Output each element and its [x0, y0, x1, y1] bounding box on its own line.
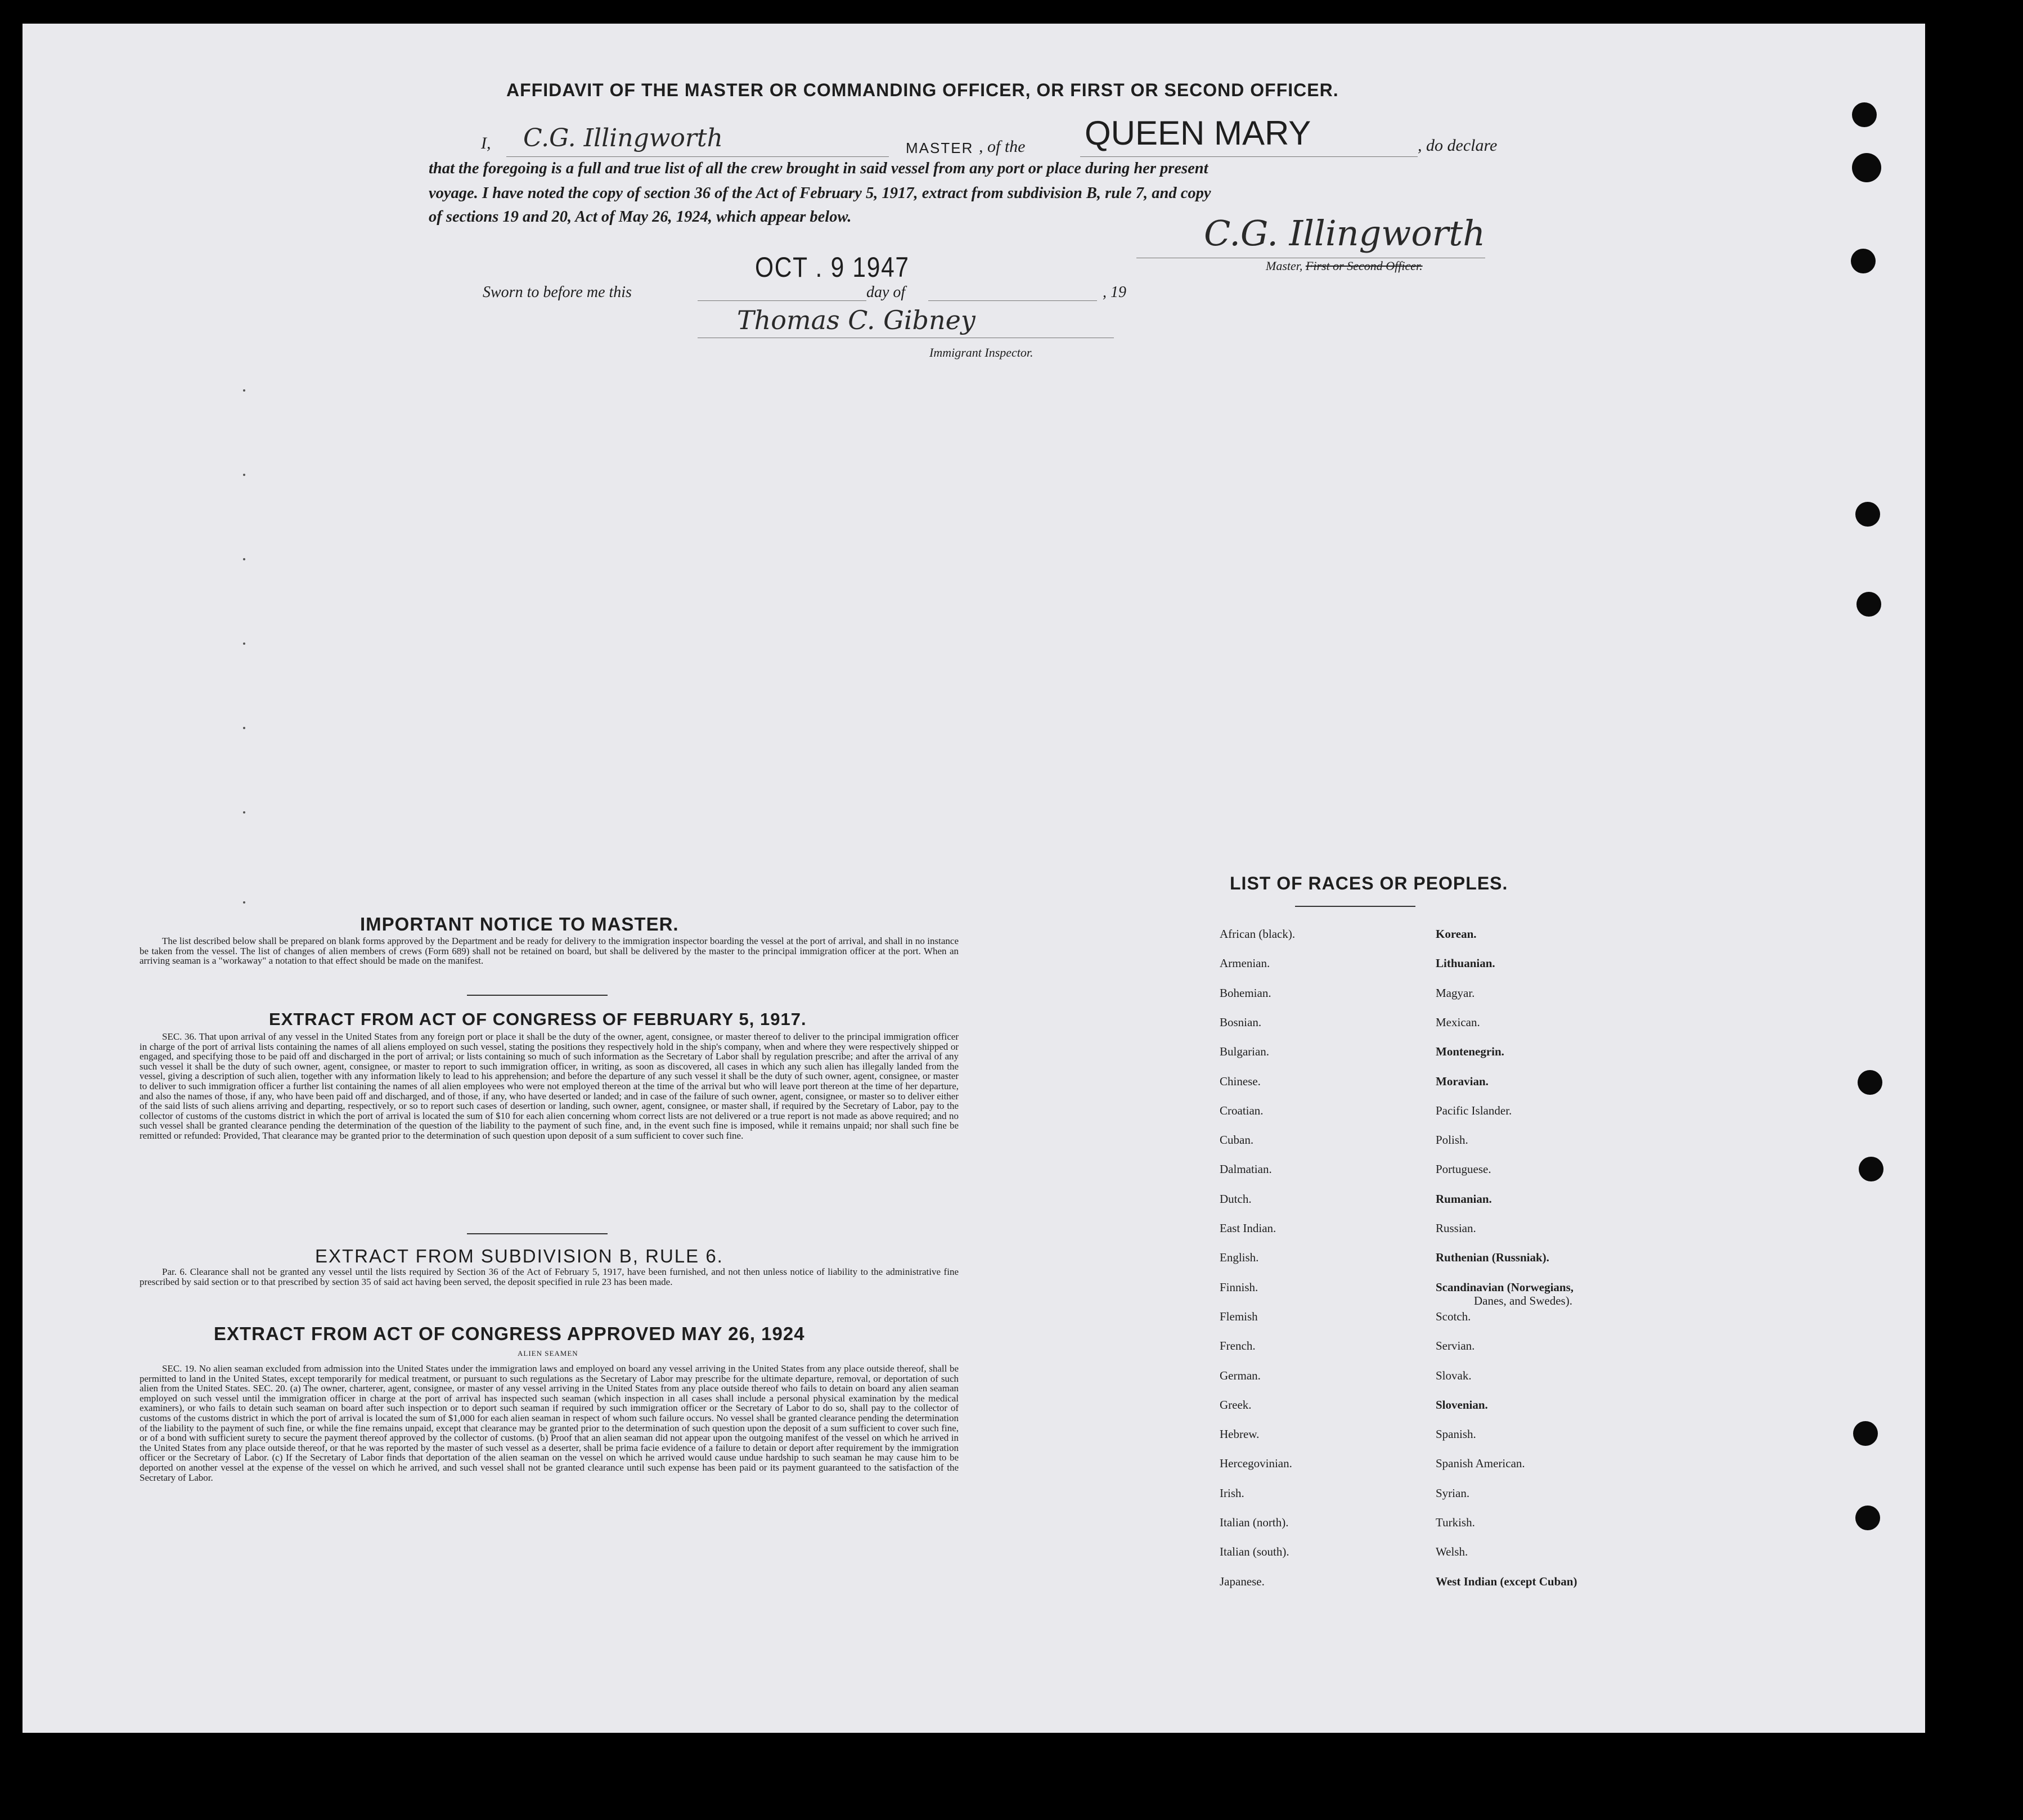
race-item-left: English.	[1220, 1251, 1259, 1265]
race-item-left: Bosnian.	[1220, 1015, 1262, 1029]
extract-1924-subheading: ALIEN SEAMEN	[518, 1349, 578, 1358]
race-item-left: French.	[1220, 1339, 1256, 1353]
binder-hole	[1859, 1157, 1883, 1181]
race-item-right: Russian.	[1436, 1221, 1476, 1235]
signature-caption-master: Master,	[1266, 259, 1303, 273]
race-item-right: Portuguese.	[1436, 1162, 1491, 1176]
binder-hole	[1855, 1506, 1880, 1530]
margin-dot	[243, 389, 245, 392]
race-item-right: Welsh.	[1436, 1545, 1468, 1559]
affidavit-line-4: of sections 19 and 20, Act of May 26, 1924, which appear below.	[429, 208, 852, 226]
race-item-right: Syrian.	[1436, 1486, 1470, 1500]
notice-text: The list described below shall be prepared on blank forms approved by the Department and be ready for delivery to the immigration inspector boarding the vessel at the port of arrival, and shall in no instance be taken from the vessel. The list of changes of alien members of crews (Form 689) shall not be retained on board, but shall be delivered by the master to the principal immigration officer at the port. When an arriving seaman is a "workaway" a notation to that effect should be made on the manifest.	[140, 936, 959, 967]
race-item-left: Dutch.	[1220, 1192, 1252, 1206]
divider	[467, 1233, 608, 1234]
race-item-right: Polish.	[1436, 1133, 1468, 1147]
race-item-right: Magyar.	[1436, 986, 1475, 1000]
race-item-left: Bohemian.	[1220, 986, 1271, 1000]
race-item-left: Hercegovinian.	[1220, 1457, 1292, 1471]
sworn-day-line	[698, 300, 866, 301]
inspector-caption: Immigrant Inspector.	[929, 345, 1033, 359]
date-stamp: OCT . 9 1947	[755, 251, 910, 283]
race-item-left: Italian (south).	[1220, 1545, 1289, 1559]
extract-1924-text: SEC. 19. No alien seaman excluded from admission into the United States under the immigration laws and employed on board any vessel arriving in the United States from any place outside thereof, shall be permitted to land in the United States, except temporarily for medical treatment, or pursuant to such regulations as the Secretary of Labor may prescribe for the ultimate departure, removal, or deportation of such alien from the United States. SEC. 20. (a) The owner, charterer, agent, consignee, or master of any vessel arriving in the United States from any place outside thereof who fails to detain on board any alien seaman employed on such vessel until the immigration officer in charge at the port of arrival has inspected such seaman (which inspection in all cases shall include a personal physical examination by the medical examiners), or who fails to detain such seaman on board after such inspection or to deport such seaman if required by such immigration officer or the Secretary of Labor to do so, shall pay to the collector of customs of the customs district in which the port of arrival is located the sum of $1,000 for each alien seaman in respect of whom such failure occurs. No vessel shall be granted clearance pending the determination of the liability to the payment of such fine, or while the fine remains unpaid, except that clearance may be granted prior to the determination of such question upon the deposit of a sum sufficient to cover such fine, or of a bond with sufficient surety to secure the payment thereof approved by the collector of customs. (b) Proof that an alien seaman did not appear upon the outgoing manifest of the vessel on which he arrived in the United States from any place outside thereof, or that he was reported by the master of such vessel as a deserter, shall be prima facie evidence of a failure to detain or deport after requirement by the immigration officer or the Secretary of Labor. (c) If the Secretary of Labor finds that deportation of the alien seaman on the vessel on which he arrived would cause undue hardship to such seaman he may cause him to be deported on another vessel at the expense of the vessel on which he arrived, and such vessel shall not be granted clearance until such expense has been paid or its payment guaranteed to the satisfaction of the Secretary of Labor.	[140, 1363, 959, 1483]
race-item-right: Scandinavian (Norwegians,	[1436, 1280, 1574, 1294]
extract-1917-text: SEC. 36. That upon arrival of any vessel in the United States from any foreign port or place it shall be the duty of the owner, agent, consignee, or master thereof to deliver to the principal immigration officer in charge of the port of arrival lists containing the names of all aliens employed on such vessel, stating the positions they respectively hold in the ship's company, when and where they were respectively shipped or engaged, and specifying those to be paid off and discharged in the port of arrival; or lists containing so much of such information as the Secretary of Labor shall by regulation prescribe; and after the arrival of any such vessel it shall be the duty of such owner, agent, consignee, or master to report to such immigration officer, in writing, as soon as discovered, all cases in which any such alien has illegally landed from the vessel, giving a description of such alien, together with any information likely to lead to his apprehension; and before the departure of any such vessel it shall be the duty of such owner, agent, consignee, or master to deliver to such immigration officer a further list containing the names of all alien employees who were not employed thereon at the time of the arrival but who will leave port thereon at the time of her departure, and also the names of those, if any, who have been paid off and discharged, and of those, if any, who have deserted or landed; and in case of the failure of such owner, agent, consignee, or master so to deliver either of the said lists of such aliens arriving and departing, respectively, or so to report such cases of desertion or landing, such owner, agent, consignee, or master shall, if required by the Secretary of Labor, pay to the collector of customs of the customs district in which the port of arrival is located the sum of $10 for each alien concerning whom correct lists are not delivered or a true report is not made as above required; and no such vessel shall be granted clearance pending the determination of the question of the liability to the payment of such fine, and, in the event such fine is imposed, while it remains unpaid; nor shall such fine be remitted or refunded: Provided, That clearance may be granted prior to the determination of such question upon deposit of a sum sufficient to cover such fine.	[140, 1031, 959, 1141]
race-item-right: Turkish.	[1436, 1516, 1475, 1529]
margin-dot	[243, 901, 245, 904]
race-item-left: African (black).	[1220, 927, 1296, 941]
race-item-left: Armenian.	[1220, 956, 1270, 970]
binder-hole	[1855, 502, 1880, 527]
of-the-text: , of the	[979, 137, 1026, 156]
signature-caption-struck: First or Second Officer.	[1305, 259, 1423, 273]
vessel-name-line	[1080, 156, 1418, 157]
races-divider	[1295, 906, 1415, 907]
divider	[467, 995, 608, 996]
race-item-right: Scotch.	[1436, 1309, 1471, 1323]
inspector-signature: Thomas C. Gibney	[737, 305, 975, 335]
race-item-right: Montenegrin.	[1436, 1045, 1504, 1059]
affidavit-heading: AFFIDAVIT OF THE MASTER OR COMMANDING OFFICER, OR FIRST OR SECOND OFFICER.	[506, 80, 1339, 100]
race-item-right: Pacific Islander.	[1436, 1103, 1512, 1117]
extract-1924-heading: EXTRACT FROM ACT OF CONGRESS APPROVED MAY 26, 1924	[214, 1323, 805, 1344]
sworn-prefix: Sworn to before me this	[483, 284, 632, 301]
margin-dot	[243, 727, 245, 729]
race-item-right: Moravian.	[1436, 1074, 1489, 1088]
master-name-line	[506, 156, 889, 157]
document-sheet	[23, 24, 1925, 1733]
race-item-right: Korean.	[1436, 927, 1477, 941]
margin-dot	[243, 811, 245, 814]
race-item-left: Irish.	[1220, 1486, 1244, 1500]
race-item-right: Spanish American.	[1436, 1457, 1525, 1471]
extract-1917-heading: EXTRACT FROM ACT OF CONGRESS OF FEBRUARY 5, 1917.	[269, 1009, 807, 1029]
year-prefix: , 19	[1103, 284, 1126, 301]
race-item-left: Hebrew.	[1220, 1427, 1260, 1441]
extract-rule6-text: Par. 6. Clearance shall not be granted any vessel until the lists required by Section 36 of the Act of February 5, 1917, have been furnished, and not then unless notice of liability to the administrative fine prescribed by said section or to that prescribed by section 35 of said act having been served, the deposit specified in rule 23 has been made.	[140, 1266, 959, 1287]
master-signature: C.G. Illingworth	[1204, 213, 1486, 254]
master-label: MASTER	[906, 140, 974, 156]
affidavit-line-3: voyage. I have noted the copy of section 36 of the Act of February 5, 1917, extract from subdivision B, rule 7, and copy	[429, 185, 1211, 202]
race-item-right: Mexican.	[1436, 1015, 1480, 1029]
margin-dot	[243, 474, 245, 476]
race-item-right: Ruthenian (Russniak).	[1436, 1251, 1549, 1265]
race-item-right: Lithuanian.	[1436, 956, 1495, 970]
binder-hole	[1852, 153, 1881, 182]
race-item-right: West Indian (except Cuban)	[1436, 1574, 1577, 1588]
race-item-left: Greek.	[1220, 1397, 1252, 1412]
signature-caption	[1266, 259, 1423, 273]
binder-hole	[1858, 1070, 1882, 1095]
master-name-handwritten: C.G. Illingworth	[523, 124, 723, 152]
affidavit-line-2: that the foregoing is a full and true list of all the crew brought in said vessel from any port or place during her present	[429, 160, 1208, 177]
race-item-left: Cuban.	[1220, 1133, 1254, 1147]
affidavit-line-1	[481, 134, 491, 153]
races-heading: LIST OF RACES OR PEOPLES.	[1230, 873, 1508, 893]
race-item-left: Chinese.	[1220, 1074, 1261, 1088]
race-item-left: Finnish.	[1220, 1280, 1258, 1294]
race-item-left: Japanese.	[1220, 1574, 1265, 1588]
race-item-left: Dalmatian.	[1220, 1162, 1272, 1176]
race-item-left: German.	[1220, 1368, 1261, 1382]
do-declare-text: , do declare	[1418, 136, 1498, 155]
binder-hole	[1852, 102, 1877, 127]
sworn-month-line	[928, 300, 1097, 301]
race-item-left: Italian (north).	[1220, 1516, 1289, 1529]
race-item-right: Rumanian.	[1436, 1192, 1492, 1206]
notice-heading: IMPORTANT NOTICE TO MASTER.	[360, 914, 679, 934]
margin-dot	[243, 558, 245, 560]
extract-rule6-heading: EXTRACT FROM SUBDIVISION B, RULE 6.	[315, 1246, 723, 1266]
binder-hole	[1853, 1421, 1878, 1446]
margin-dot	[243, 642, 245, 645]
race-item-left: Flemish	[1220, 1309, 1258, 1323]
day-of-text: day of	[866, 284, 906, 301]
race-item-left: East Indian.	[1220, 1221, 1276, 1235]
race-item-right: Spanish.	[1436, 1427, 1476, 1441]
race-item-left: Bulgarian.	[1220, 1045, 1270, 1059]
race-item-right: Slovak.	[1436, 1368, 1472, 1382]
race-item-right: Servian.	[1436, 1339, 1475, 1353]
binder-hole	[1856, 592, 1881, 617]
race-right-continuation: Danes, and Swedes).	[1474, 1294, 1572, 1307]
vessel-name: QUEEN MARY	[1085, 114, 1311, 152]
prefix-i: I,	[481, 134, 491, 152]
binder-hole	[1851, 249, 1876, 273]
race-item-right: Slovenian.	[1436, 1397, 1488, 1412]
race-item-left: Croatian.	[1220, 1103, 1264, 1117]
